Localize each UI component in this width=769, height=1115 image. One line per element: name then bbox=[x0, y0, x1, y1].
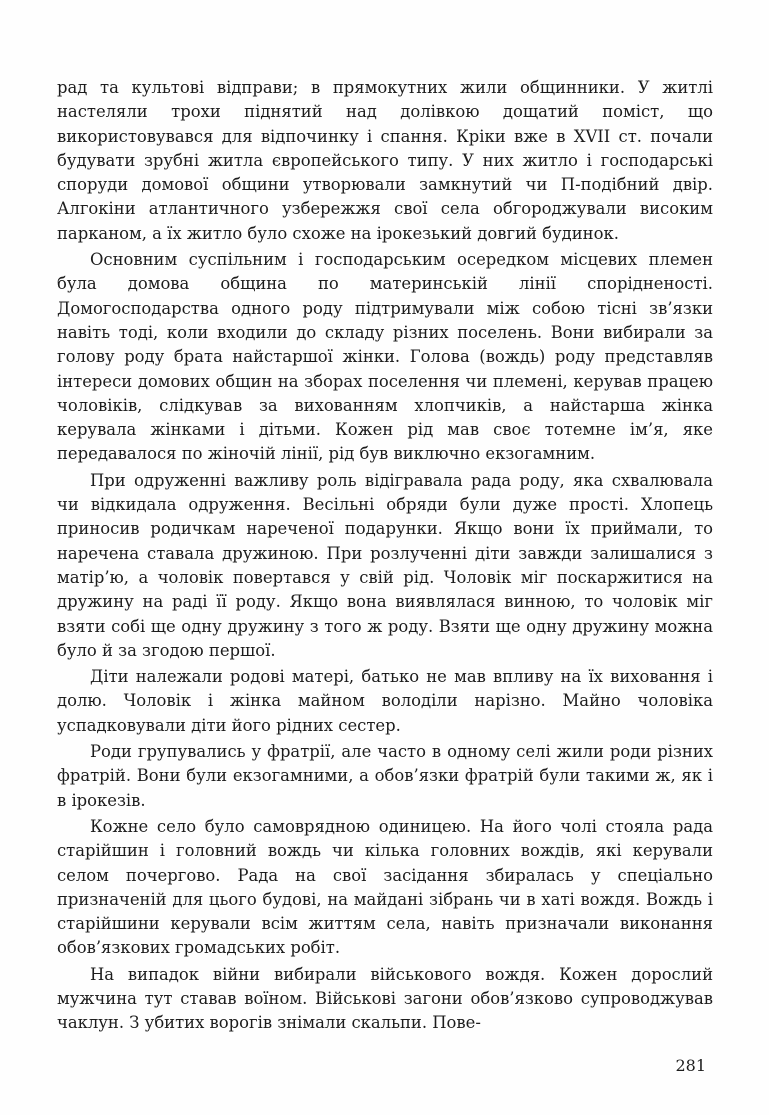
paragraph-2: Основним суспільним і господарським осередком місцевих племен була домова община по материнській лінії спорідненості. Домогосподарства одного роду підтримували між собою тісні зв’язки навіть тоді, коли входили до складу різних поселень. Вони вибирали за голову роду брата найстаршої жінки. Голова (вождь) роду представляв інтереси домових общин на зборах поселення чи племені, керував працею чоловіків, слідкував за вихованням хлопчиків, а найстарша жінка керувала жінками і дітьми. Кожен рід мав своє тотемне ім’я, яке передавалося по жіночій лінії, рід був виключно екзогамним. bbox=[57, 250, 713, 464]
paragraph-3: При одруженні важливу роль відігравала рада роду, яка схвалювала чи відкидала одруження. Весільні обряди були дуже прості. Хлопець приносив родичкам нареченої подарунки. Якщо вони їх приймали, то наречена ставала дружиною. При розлученні діти завжди залишалися з матір’ю, а чоловік повертався у свій рід. Чоловік міг поскаржитися на дружину на раді її роду. Якщо вона виявлялася винною, то чоловік міг взяти собі ще одну дружину з того ж роду. Взяти ще одну дружину можна було й за згодою першої. bbox=[57, 470, 713, 660]
body-text bbox=[57, 76, 713, 1036]
paragraph-6: Кожне село було самоврядною одиницею. На його чолі стояла рада старійшин і головний вождь чи кілька головних вождів, які керували селом почергово. Рада на свої засідання збиралась у спеціально призначеній для цього будові, на майдані зібрань чи в хаті вождя. Вождь і старійшини керували всім життям села, навіть призначали виконання обов’язкових громадських робіт. bbox=[57, 816, 713, 958]
paragraph-7: На випадок війни вибирали військового вождя. Кожен дорослий мужчина тут ставав воїном. Військові загони обов’язково супроводжував чаклун. З убитих ворогів знімали скальпи. Пове- bbox=[57, 964, 713, 1033]
paragraph-4: Діти належали родові матері, батько не мав впливу на їх виховання і долю. Чоловік і жінка майном володіли нарізно. Майно чоловіка успадковували діти його рідних сестер. bbox=[57, 667, 713, 735]
paragraph-5: Роди групувались у фратрії, але часто в одному селі жили роди різних фратрій. Вони були екзогамними, а обов’язки фратрій були такими ж, як і в ірокезів. bbox=[57, 742, 713, 810]
paragraph-1: рад та культові відправи; в прямокутних жили общинники. У житлі настеляли трохи піднятий над долівкою дощатий поміст, що використовувався для відпочинку і спання. Кріки вже в XVII ст. почали будувати зрубні житла європейського типу. У них житло і господарські споруди домової общини утворювали замкнутий чи П-подібний двір. Алгокіни атлантичного узбережжя свої села обгороджували високим парканом, а їх житло було схоже на ірокезький довгий будинок. bbox=[57, 78, 713, 243]
page-number: 281 bbox=[675, 1056, 706, 1075]
